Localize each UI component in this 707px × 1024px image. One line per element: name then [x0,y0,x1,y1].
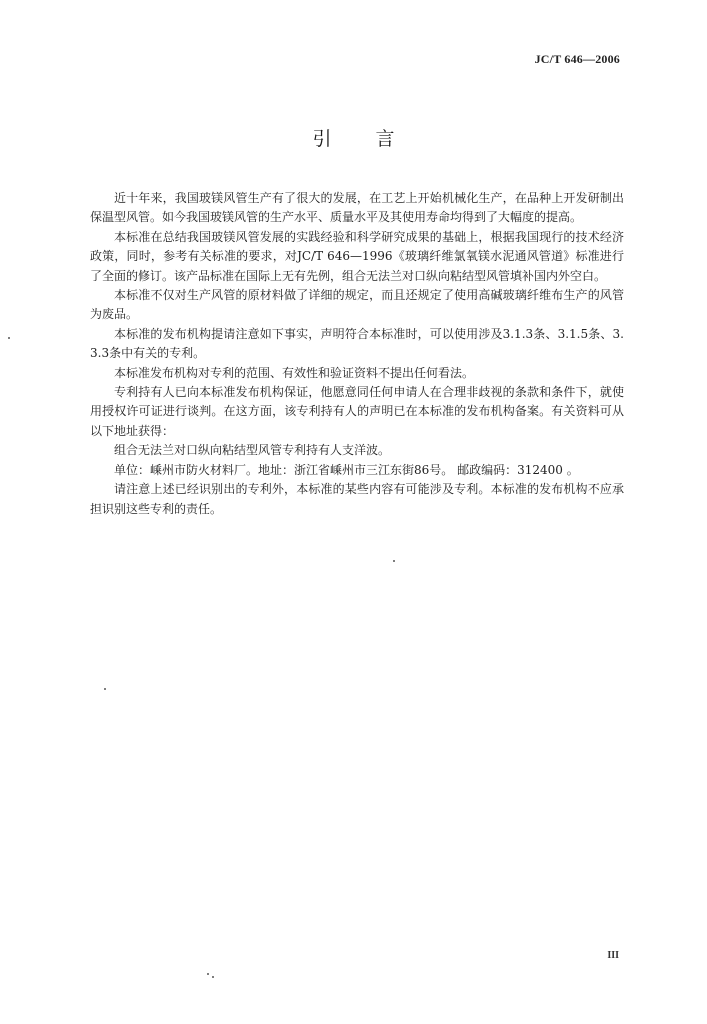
document-code: JC/T 646—2006 [534,52,620,66]
paragraph-holder-address: 单位：嵊州市防火材料厂。地址：浙江省嵊州市三江东街86号。 邮政编码：312400 。 [114,462,579,477]
paragraph-revision-basis: 本标准在总结我国玻镁风管发展的实践经验和科学研究成果的基础上，根据我国现行的技术经济政策，同时，参考有关标准的要求，对JC/T 646—1996《玻璃纤维氯氧镁水泥通风管道》标准进行了全面的修订。该产品标准在国际上无有先例，组合无法兰对口纵向粘结型风管填补国内外空白。 [90,229,624,283]
paragraph-patent-position: 本标准发布机构对专利的范围、有效性和验证资料不提出任何看法。 [114,365,475,380]
scan-speck [8,337,10,339]
paragraph-patent-holder: 组合无法兰对口纵向粘结型风管专利持有人支洋波。 [114,443,391,458]
body-text [90,189,624,519]
paragraph-raw-materials: 本标准不仅对生产风管的原材料做了详细的规定，而且还规定了使用高碱玻璃纤维布生产的风管为废品。 [90,288,624,322]
paragraph-patent-notice: 本标准的发布机构提请注意如下事实，声明符合本标准时，可以使用涉及3.1.3条、3.1.5条、3.3.3条中有关的专利。 [90,326,624,361]
page-title: 引言 [312,128,439,150]
scan-speck [207,973,209,975]
paragraph-other-patents: 请注意上述已经识别出的专利外，本标准的某些内容有可能涉及专利。本标准的发布机构不应承担识别这些专利的责任。 [90,482,624,516]
scan-speck [212,976,214,978]
paragraph-background: 近十年来，我国玻镁风管生产有了很大的发展，在工艺上开始机械化生产，在品种上开发研制出保温型风管。如今我国玻镁风管的生产水平、质量水平及其使用寿命均得到了大幅度的提高。 [90,191,624,225]
page-number: III [607,950,619,961]
paragraph-patent-licensing: 专利持有人已向本标准发布机构保证，他愿意同任何申请人在合理非歧视的条款和条件下，就使用授权许可证进行谈判。在这方面，该专利持有人的声明已在本标准的发布机构备案。有关资料可从以下地址获得： [90,385,624,438]
scan-speck [104,688,106,690]
scan-speck [393,560,395,562]
